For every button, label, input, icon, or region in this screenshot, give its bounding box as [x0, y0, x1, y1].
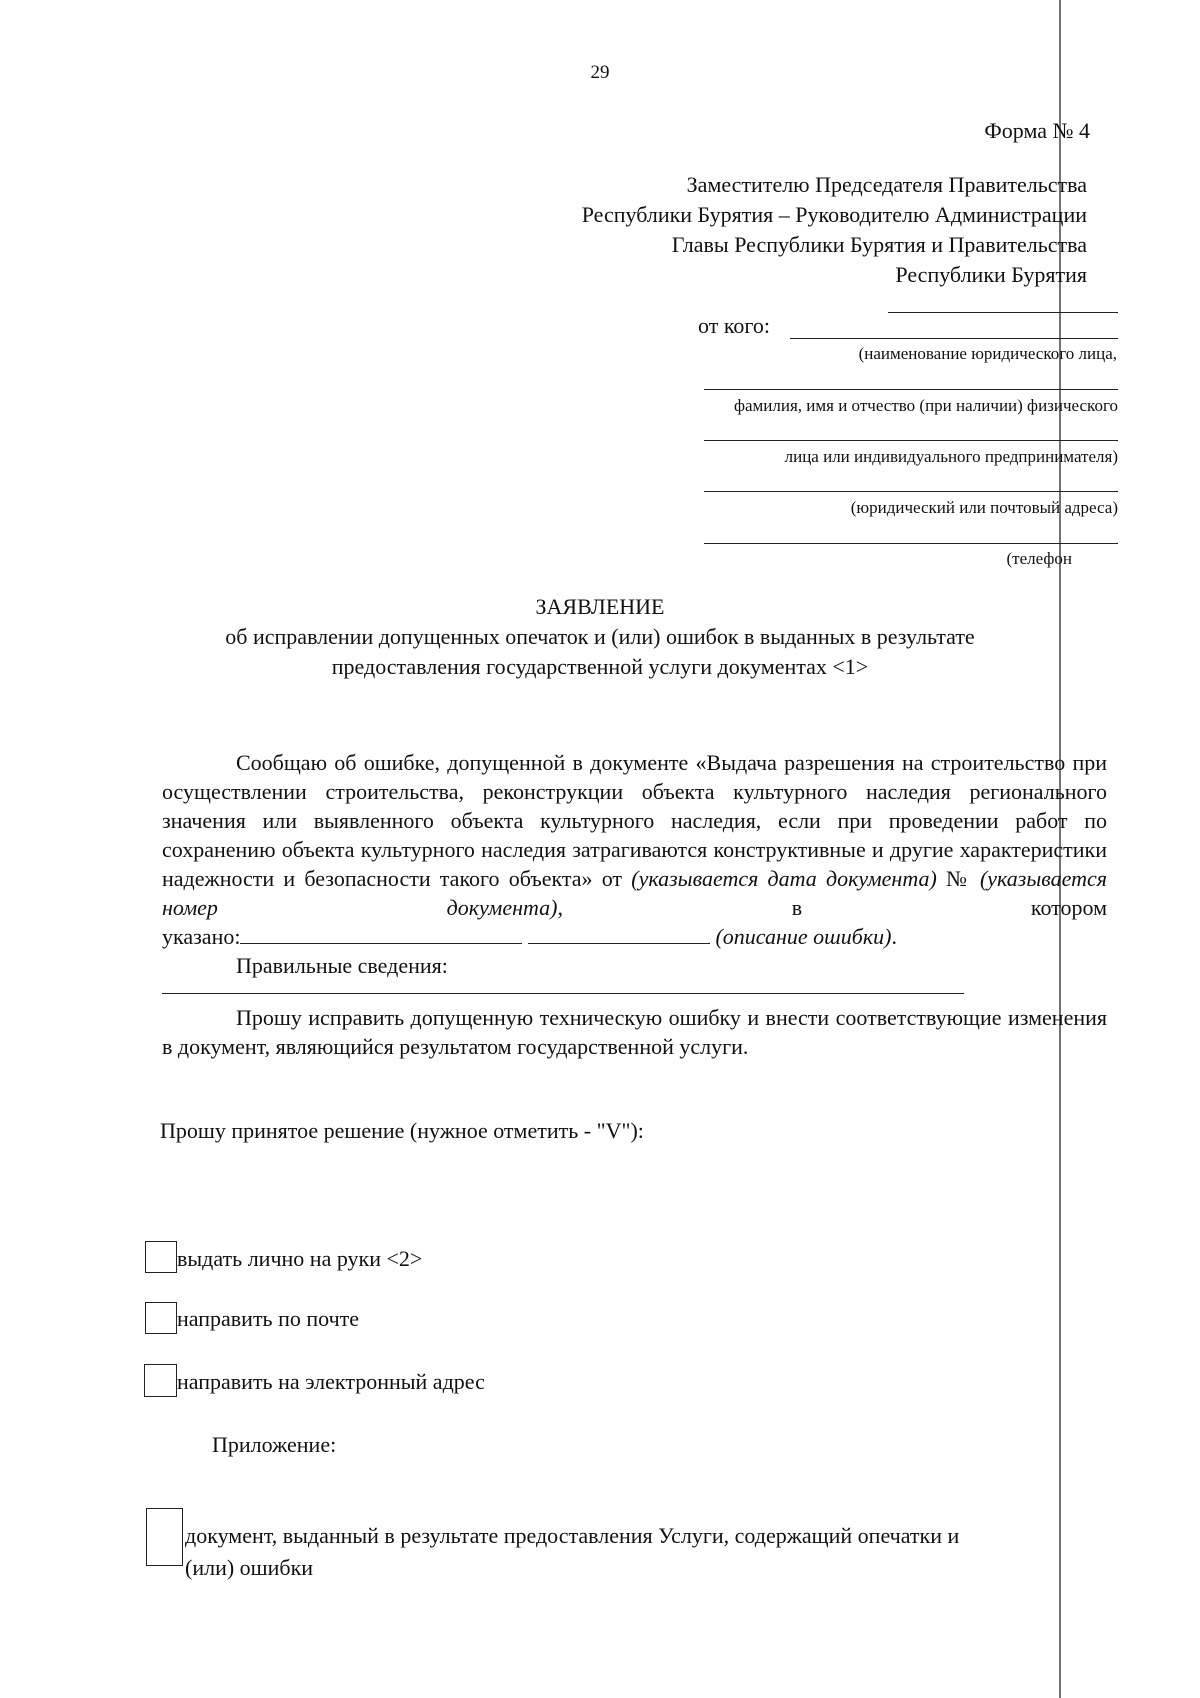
from-hint-entrepreneur: лица или индивидуального предпринимателя)	[784, 447, 1118, 466]
error-report-text: Сообщаю об ошибке, допущенной в документе «Выдача разрешения на строительство при осуществлении строительства, реконструкции объекта культурного наследия регионального значения или выявленного объекта культурного наследия, если при проведении работ по сохранению объекта культурного наследия затрагиваются конструктивные и другие характеристики надежности и безопасности такого объекта» от	[162, 750, 1107, 891]
number-sign: №	[946, 866, 971, 891]
title-line: об исправлении допущенных опечаток и (или) ошибок в выданных в результате	[225, 624, 975, 649]
from-hint-phone: (телефон	[1006, 549, 1072, 568]
addressee-line: Республики Бурятия	[895, 262, 1087, 287]
from-line-blank[interactable]	[888, 312, 1118, 313]
attachment-text	[185, 1520, 959, 1584]
from-label: от кого:	[698, 313, 770, 338]
correct-info-label: Правильные сведения:	[236, 953, 448, 978]
from-entrepreneur-line[interactable]	[704, 440, 1118, 441]
option-email-label: направить на электронный адрес	[177, 1369, 485, 1394]
addressee-line: Заместителю Председателя Правительства	[686, 172, 1087, 197]
from-phone-line[interactable]	[704, 543, 1118, 544]
period: .	[891, 924, 897, 949]
correct-info-line[interactable]	[162, 993, 964, 994]
error-report-paragraph	[162, 748, 1107, 980]
which-text: , в котором	[557, 895, 1108, 920]
from-name-line[interactable]	[790, 338, 1118, 339]
attachment-line: документ, выданный в результате предоставления Услуги, содержащий опечатки и	[185, 1523, 960, 1548]
title-heading: ЗАЯВЛЕНИЕ	[535, 594, 665, 619]
error-field-2[interactable]	[528, 925, 710, 944]
addressee-line: Республики Бурятия – Руководителю Администрации	[581, 202, 1087, 227]
specified-label: указано:	[162, 924, 241, 949]
from-hint-address: (юридический или почтовый адреса)	[850, 498, 1118, 517]
form-number: Форма № 4	[984, 118, 1090, 143]
from-hint-person: фамилия, имя и отчество (при наличии) физического	[733, 396, 1118, 415]
option-in-person-label: выдать лично на руки <2>	[177, 1246, 423, 1271]
from-fullname-line[interactable]	[704, 389, 1118, 390]
option-checkbox-post[interactable]	[145, 1302, 177, 1334]
option-checkbox-email[interactable]	[144, 1364, 177, 1397]
error-hint: (описание ошибки)	[715, 924, 892, 949]
correction-request-paragraph	[162, 1003, 1107, 1061]
number-hint: (указывается номер документа)	[162, 866, 1108, 920]
addressee-line: Главы Республики Бурятия и Правительства	[671, 232, 1087, 257]
option-post-label: направить по почте	[177, 1306, 360, 1331]
attachment-line: (или) ошибки	[185, 1555, 314, 1580]
page-number: 29	[590, 62, 610, 83]
correction-request-text: Прошу исправить допущенную техническую ошибку и внести соответствующие изменения в документ, являющийся результатом государственной услуги.	[162, 1005, 1107, 1059]
document-title	[0, 592, 1200, 682]
from-hint-entity: (наименование юридического лица,	[858, 344, 1117, 363]
title-line: предоставления государственной услуги документах <1>	[331, 654, 869, 679]
attachment-label: Приложение:	[212, 1432, 337, 1457]
decision-prompt: Прошу принятое решение (нужное отметить - "V"):	[160, 1118, 644, 1143]
addressee-block	[582, 170, 1087, 290]
error-field-1[interactable]	[240, 925, 522, 944]
attachment-checkbox[interactable]	[146, 1508, 183, 1566]
option-checkbox-in-person[interactable]	[145, 1241, 177, 1273]
date-hint: (указывается дата документа)	[631, 866, 937, 891]
from-address-line[interactable]	[704, 491, 1118, 492]
